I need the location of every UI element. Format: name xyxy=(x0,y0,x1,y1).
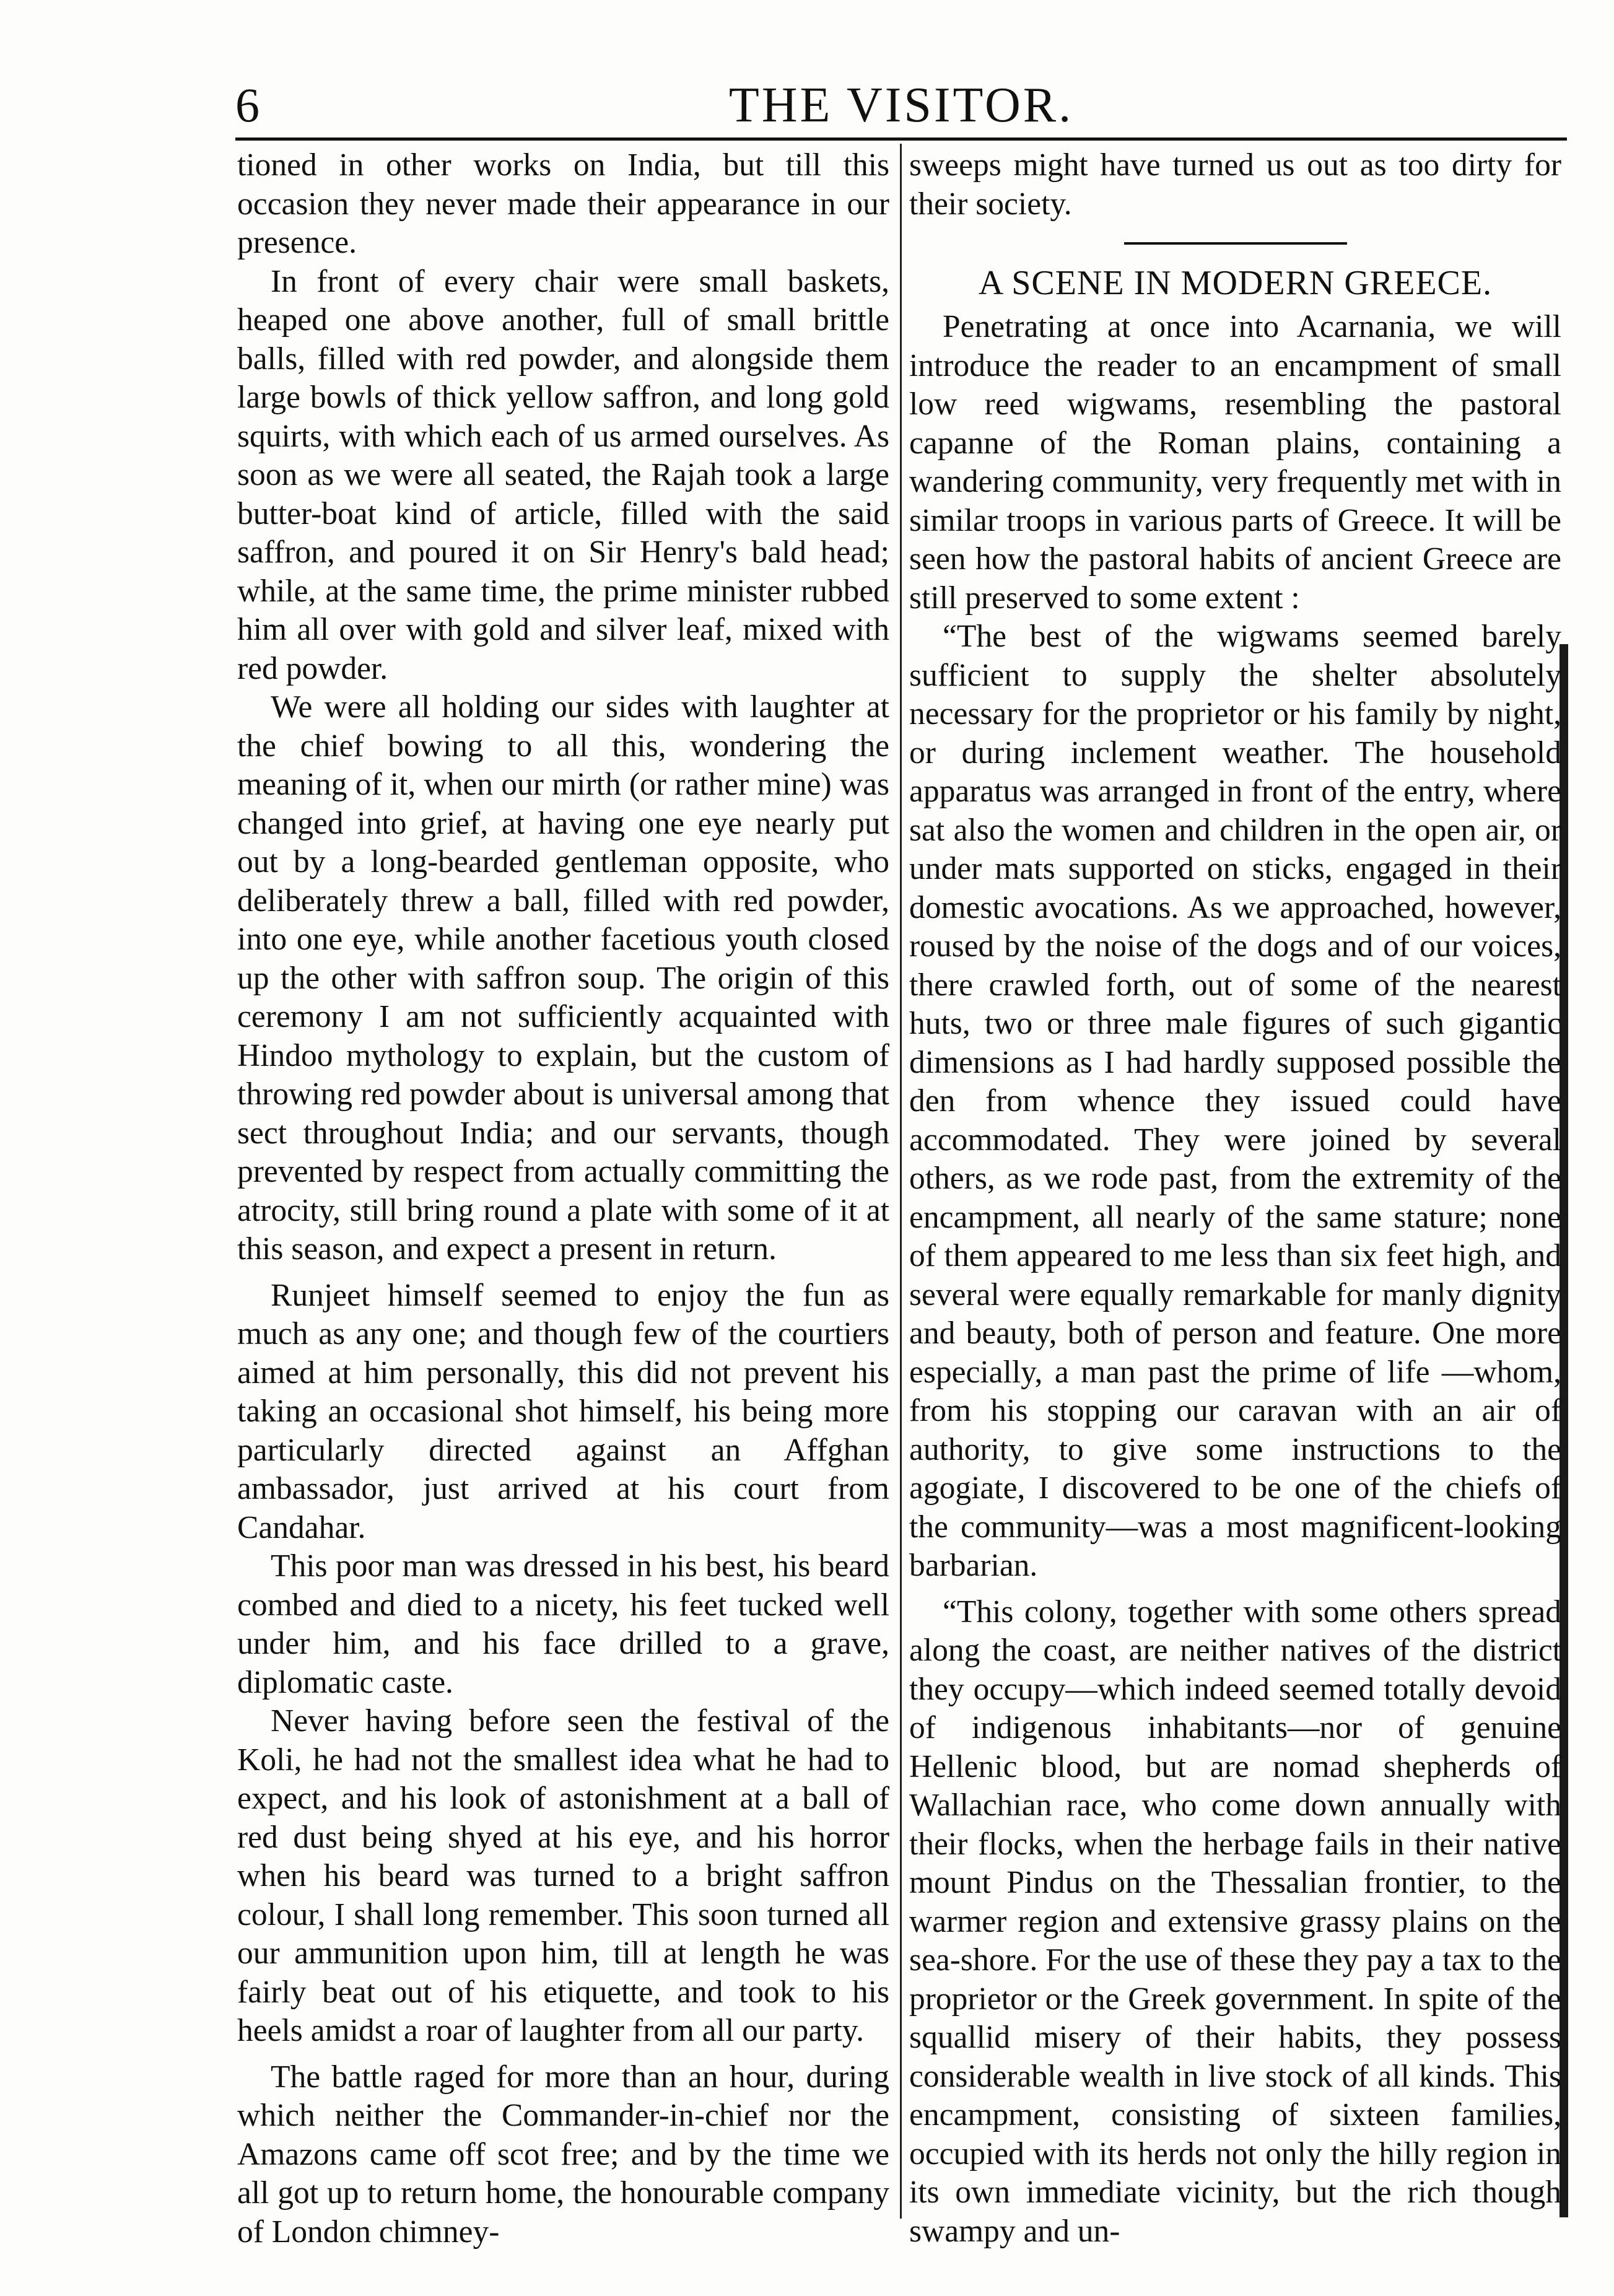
paragraph: tioned in other works on India, but till this occasion they never made their appearance in our presence. xyxy=(237,147,889,260)
paragraph: We were all holding our sides with laughter at the chief bowing to all this, wondering the meaning of it, when our mirth (or rather mine) was changed into grief, at having one eye nearly put out by a long-bearded gentleman opposite, who deliberately threw a ball, filled with red powder, into one eye, while another facetious youth closed up the other with saffron soup. The origin of this ceremony I am not sufficiently acquainted with Hindoo mythology to explain, but the custom of throwing red powder about is universal among that sect throughout India; and our servants, though prevented by respect from actually committing the atrocity, still bring round a plate with some of it at this season, and expect a present in return. xyxy=(237,689,889,1267)
paragraph: Never having before seen the festival of the Koli, he had not the smallest idea what he had to expect, and his look of astonishment at a ball of red dust being shyed at his eye, and his horror when his beard was turned to a bright saffron colour, I shall long remember. This soon turned all our ammunition upon him, till at length he was fairly beat out of his etiquette, and took to his heels amidst a roar of laughter from all our party. xyxy=(237,1703,889,2048)
article-title: A SCENE IN MODERN GREECE. xyxy=(978,264,1493,302)
page-number: 6 xyxy=(235,78,260,132)
paragraph: Runjeet himself seemed to enjoy the fun as much as any one; and though few of the courtiers aimed at him personally, this did not prevent his taking an occasional shot himself, his being more particularly directed against an Affghan ambassador, just arrived at his court from Candahar. xyxy=(237,1277,889,1545)
continuation-paragraph: sweeps might have turned us out as too dirty for their society. xyxy=(909,147,1561,222)
paragraph: “This colony, together with some others spread along the coast, are neither natives of the district they occupy—which indeed seemed totally devoid of indigenous inhabitants—nor of genuine Hellenic blood, but are nomad shepherds of Wallachian race, who come down annually with their flocks, when the herbage fails in their native mount Pindus on the Thessalian frontier, to the warmer region and extensive grassy plains on the sea-shore. For the use of these they pay a tax to the proprietor or the Greek government. In spite of the squallid misery of their habits, they possess considerable wealth in live stock of all kinds. This encampment, consisting of sixteen families, occupied with its herds not only the hilly region in its own immediate vicinity, but the rich though swampy and un- xyxy=(909,1594,1561,2249)
paragraph: This poor man was dressed in his best, his beard combed and died to a nicety, his feet tucked well under him, and his face drilled to a grave, diplomatic caste. xyxy=(237,1548,889,1700)
paragraph: In front of every chair were small baskets, heaped one above another, full of small brittle balls, filled with red powder, and alongside them large bowls of thick yellow saffron, and long gold squirts, with which each of us armed ourselves. As soon as we were all seated, the Rajah took a large butter-boat kind of article, filled with the said saffron, and poured it on Sir Henry's bald head; while, at the same time, the prime minister rubbed him all over with gold and silver leaf, mixed with red powder. xyxy=(237,263,889,686)
header-rule xyxy=(235,137,1567,141)
left-column xyxy=(237,146,889,2251)
paragraph: “The best of the wigwams seemed barely sufficient to supply the shelter absolutely necessary for the proprietor or his family by night, or during inclement weather. The household apparatus was arranged in front of the entry, where sat also the women and children in the open air, or under mats supported on sticks, engaged in their domestic avocations. As we approached, however, roused by the noise of the dogs and of our voices, there crawled forth, out of some of the nearest huts, two or three male figures of such gigantic dimensions as I had hardly supposed possible the den from whence they issued could have accommodated. They were joined by several others, as we rode past, from the extremity of the encampment, all nearly of the same stature; none of them appeared to me less than six feet high, and several were equally remarkable for manly dignity and beauty, both of person and feature. One more especially, a man past the prime of life —whom, from his stopping our caravan with an air of authority, to give some instructions to the agogiate, I discovered to be one of the chiefs of the community—was a most magnificent-looking barbarian. xyxy=(909,619,1561,1583)
page-header xyxy=(235,73,1567,135)
paragraph: Penetrating at once into Acarnania, we will introduce the reader to an encampment of small low reed wigwams, resembling the pastoral capanne of the Roman plains, containing a wandering community, very frequently met with in similar troops in various parts of Greece. It will be seen how the pastoral habits of ancient Greece are still preserved to some extent : xyxy=(909,309,1561,616)
paragraph: The battle raged for more than an hour, during which neither the Commander-in-chief nor the Amazons came off scot free; and by the time we all got up to return home, the honourable company of London chimney- xyxy=(237,2059,889,2250)
column-divider xyxy=(900,144,902,2219)
running-title: THE VISITOR. xyxy=(728,78,1074,133)
section-divider xyxy=(1124,242,1347,245)
right-column xyxy=(909,146,1561,2251)
